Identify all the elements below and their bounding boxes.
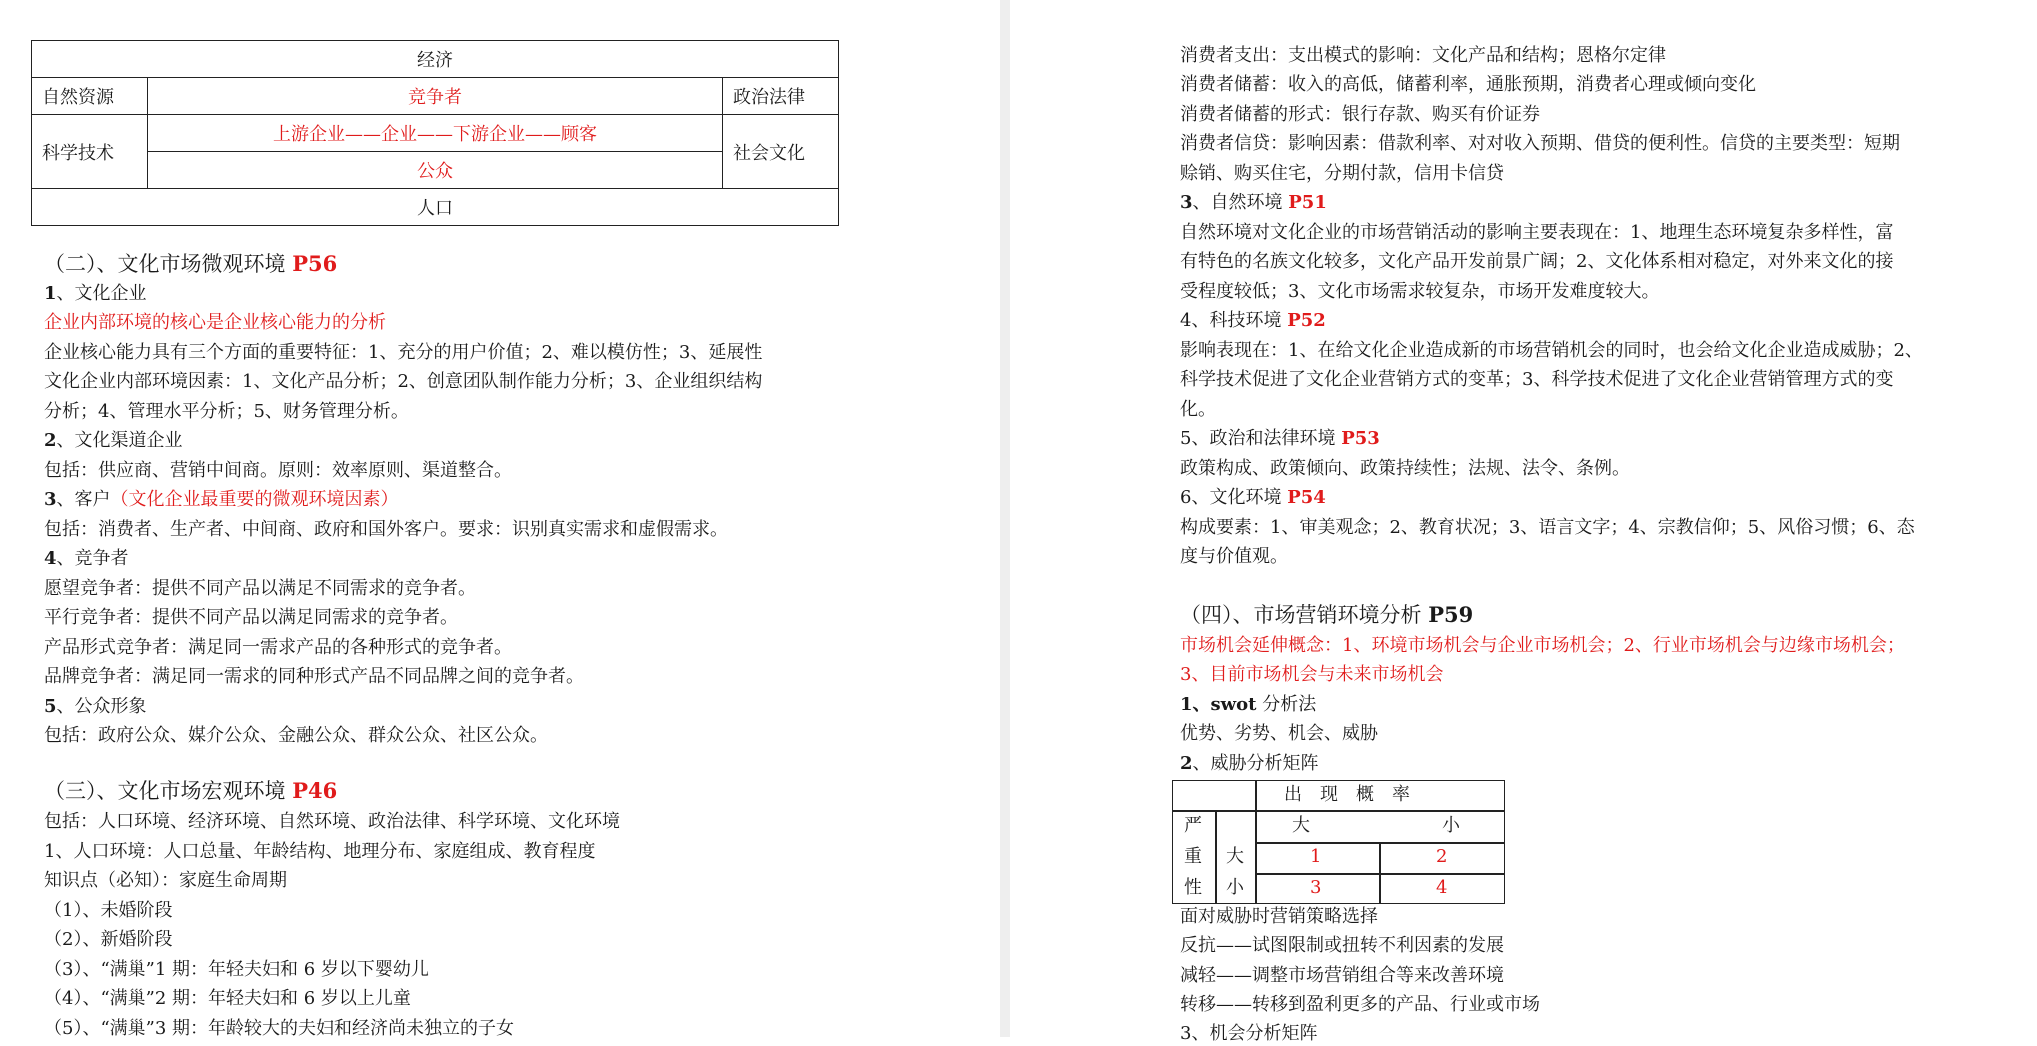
text-line: 影响表现在：1、在给文化企业造成新的市场营销机会的同时，也会给文化企业造成威胁；2、 bbox=[1180, 340, 1923, 361]
text-line: （1）、未婚阶段 bbox=[44, 900, 173, 921]
page-ref: P59 bbox=[1428, 602, 1474, 627]
heading-tech: 4、科技环境 P52 bbox=[1180, 310, 1326, 331]
matrix-col-small: 小 bbox=[1442, 815, 1460, 836]
page-ref: P53 bbox=[1341, 428, 1380, 449]
matrix-cell-2: 2 bbox=[1436, 846, 1448, 867]
page-ref: P54 bbox=[1287, 487, 1326, 508]
macro-page-ref: P46 bbox=[292, 778, 338, 803]
text-line: 受程度较低；3、文化市场需求较复杂，市场开发难度较大。 bbox=[1180, 281, 1660, 302]
text-line: 包括：政府公众、媒介公众、金融公众、群众公众、社区公众。 bbox=[44, 725, 548, 746]
heading-natural: 3、自然环境 P51 bbox=[1180, 192, 1327, 213]
micro-item-5: 5、公众形象 bbox=[44, 696, 147, 717]
text-line: 市场机会延伸概念：1、环境市场机会与企业市场机会；2、行业市场机会与边缘市场机会； bbox=[1180, 635, 1905, 656]
text-line: 企业核心能力具有三个方面的重要特征：1、充分的用户价值；2、难以模仿性；3、延展性 bbox=[44, 342, 763, 363]
table-cell-culture: 社会文化 bbox=[723, 115, 839, 189]
text-line: 反抗——试图限制或扭转不利因素的发展 bbox=[1180, 935, 1504, 956]
table-cell-economy: 经济 bbox=[32, 41, 839, 78]
matrix-severity-1: 严 bbox=[1184, 815, 1202, 836]
text-line: 包括：人口环境、经济环境、自然环境、政治法律、科学环境、文化环境 bbox=[44, 811, 620, 832]
page-gutter bbox=[1000, 0, 1010, 1037]
macro-title: （三）、文化市场宏观环境 bbox=[44, 779, 286, 803]
micro-core-note: 企业内部环境的核心是企业核心能力的分析 bbox=[44, 312, 386, 333]
table-cell-population: 人口 bbox=[32, 189, 839, 226]
page-ref: P51 bbox=[1288, 192, 1327, 213]
text-line: 转移——转移到盈利更多的产品、行业或市场 bbox=[1180, 994, 1540, 1015]
text-line: 构成要素：1、审美观念；2、教育状况；3、语言文字；4、宗教信仰；5、风俗习惯；6、态 bbox=[1180, 517, 1915, 538]
matrix-col-big: 大 bbox=[1292, 815, 1310, 836]
text-line: 科学技术促进了文化企业营销方式的变革；3、科学技术促进了文化企业营销管理方式的变 bbox=[1180, 369, 1894, 390]
text-line: 消费者支出：支出模式的影响：文化产品和结构；恩格尔定律 bbox=[1180, 45, 1666, 66]
matrix-severity-3: 性 bbox=[1184, 877, 1202, 898]
text-line: 3、目前市场机会与未来市场机会 bbox=[1180, 664, 1444, 685]
text-line: （2）、新婚阶段 bbox=[44, 929, 173, 950]
text-line: （4）、“满巢”2 期：年轻夫妇和 6 岁以上儿童 bbox=[44, 988, 411, 1009]
micro-title: （二）、文化市场微观环境 bbox=[44, 252, 286, 276]
text-line: 有特色的名族文化较多，文化产品开发前景广阔；2、文化体系相对稳定，对外来文化的接 bbox=[1180, 251, 1894, 272]
text-line: 愿望竞争者：提供不同产品以满足不同需求的竞争者。 bbox=[44, 578, 476, 599]
table-cell-public: 公众 bbox=[148, 152, 723, 189]
threat-matrix-heading: 2、威胁分析矩阵 bbox=[1180, 753, 1319, 774]
page-ref: P52 bbox=[1287, 310, 1326, 331]
matrix-cell-4: 4 bbox=[1436, 877, 1448, 898]
text-line: 平行竞争者：提供不同产品以满足同需求的竞争者。 bbox=[44, 607, 458, 628]
text-line: 自然环境对文化企业的市场营销活动的影响主要表现在：1、地理生态环境复杂多样性，富 bbox=[1180, 222, 1894, 243]
text-line: 消费者储蓄：收入的高低，储蓄利率，通胀预期，消费者心理或倾向变化 bbox=[1180, 74, 1756, 95]
environment-table bbox=[31, 40, 839, 226]
table-cell-tech: 科学技术 bbox=[32, 115, 148, 189]
text-line: 优势、劣势、机会、威胁 bbox=[1180, 723, 1378, 744]
text-line: （5）、“满巢”3 期：年龄较大的夫妇和经济尚未独立的子女 bbox=[44, 1018, 515, 1037]
table-cell-politics: 政治法律 bbox=[723, 78, 839, 115]
text-line: 3、机会分析矩阵 bbox=[1180, 1023, 1318, 1044]
matrix-row-big: 大 bbox=[1226, 846, 1244, 867]
macro-heading bbox=[44, 777, 337, 805]
matrix-severity-2: 重 bbox=[1184, 846, 1202, 867]
micro-item-4: 4、竞争者 bbox=[44, 548, 129, 569]
text-line: 产品形式竞争者：满足同一需求产品的各种形式的竞争者。 bbox=[44, 637, 512, 658]
matrix-row-small: 小 bbox=[1226, 877, 1244, 898]
text-line: 分析；4、管理水平分析；5、财务管理分析。 bbox=[44, 401, 409, 422]
swot-heading: 1、swot 分析法 bbox=[1180, 694, 1317, 715]
matrix-probability-label: 出 现 概 率 bbox=[1284, 784, 1410, 805]
table-cell-competitor: 竞争者 bbox=[148, 78, 723, 115]
left-page bbox=[0, 0, 1000, 1037]
text-line: 政策构成、政策倾向、政策持续性；法规、法令、条例。 bbox=[1180, 458, 1630, 479]
text-line: 化。 bbox=[1180, 399, 1216, 420]
heading-culture: 6、文化环境 P54 bbox=[1180, 487, 1326, 508]
text-line: 消费者储蓄的形式：银行存款、购买有价证券 bbox=[1180, 104, 1540, 125]
table-cell-chain: 上游企业——企业——下游企业——顾客 bbox=[148, 115, 723, 152]
threat-matrix bbox=[1172, 780, 1505, 904]
text-line: 包括：供应商、营销中间商。原则：效率原则、渠道整合。 bbox=[44, 460, 512, 481]
text-line: 文化企业内部环境因素：1、文化产品分析；2、创意团队制作能力分析；3、企业组织结构 bbox=[44, 371, 763, 392]
text-line: 知识点（必知）：家庭生命周期 bbox=[44, 870, 287, 891]
text-line: 度与价值观。 bbox=[1180, 546, 1288, 567]
text-line: 赊销、购买住宅，分期付款，信用卡信贷 bbox=[1180, 163, 1504, 184]
text-line: 品牌竞争者：满足同一需求的同种形式产品不同品牌之间的竞争者。 bbox=[44, 666, 584, 687]
micro-page-ref: P56 bbox=[292, 251, 338, 276]
text-line: 消费者信贷：影响因素：借款利率、对对收入预期、借贷的便利性。信贷的主要类型：短期 bbox=[1180, 133, 1900, 154]
text-line: 减轻——调整市场营销组合等来改善环境 bbox=[1180, 965, 1504, 986]
text-line: 面对威胁时营销策略选择 bbox=[1180, 906, 1378, 927]
text-line: 1、人口环境：人口总量、年龄结构、地理分布、家庭组成、教育程度 bbox=[44, 841, 596, 862]
matrix-cell-1: 1 bbox=[1310, 846, 1322, 867]
table-cell-natural: 自然资源 bbox=[32, 78, 148, 115]
text-line: 包括：消费者、生产者、中间商、政府和国外客户。要求：识别真实需求和虚假需求。 bbox=[44, 519, 728, 540]
micro-heading bbox=[44, 250, 337, 278]
analysis-heading: （四）、市场营销环境分析 P59 bbox=[1180, 602, 1474, 627]
micro-item-1: 1、文化企业 bbox=[44, 283, 147, 304]
text-line: （3）、“满巢”1 期：年轻夫妇和 6 岁以下婴幼儿 bbox=[44, 959, 429, 980]
heading-politics: 5、政治和法律环境 P53 bbox=[1180, 428, 1380, 449]
matrix-cell-3: 3 bbox=[1310, 877, 1322, 898]
micro-item-3: 3、客户（文化企业最重要的微观环境因素） bbox=[44, 489, 399, 510]
micro-item-2: 2、文化渠道企业 bbox=[44, 430, 183, 451]
